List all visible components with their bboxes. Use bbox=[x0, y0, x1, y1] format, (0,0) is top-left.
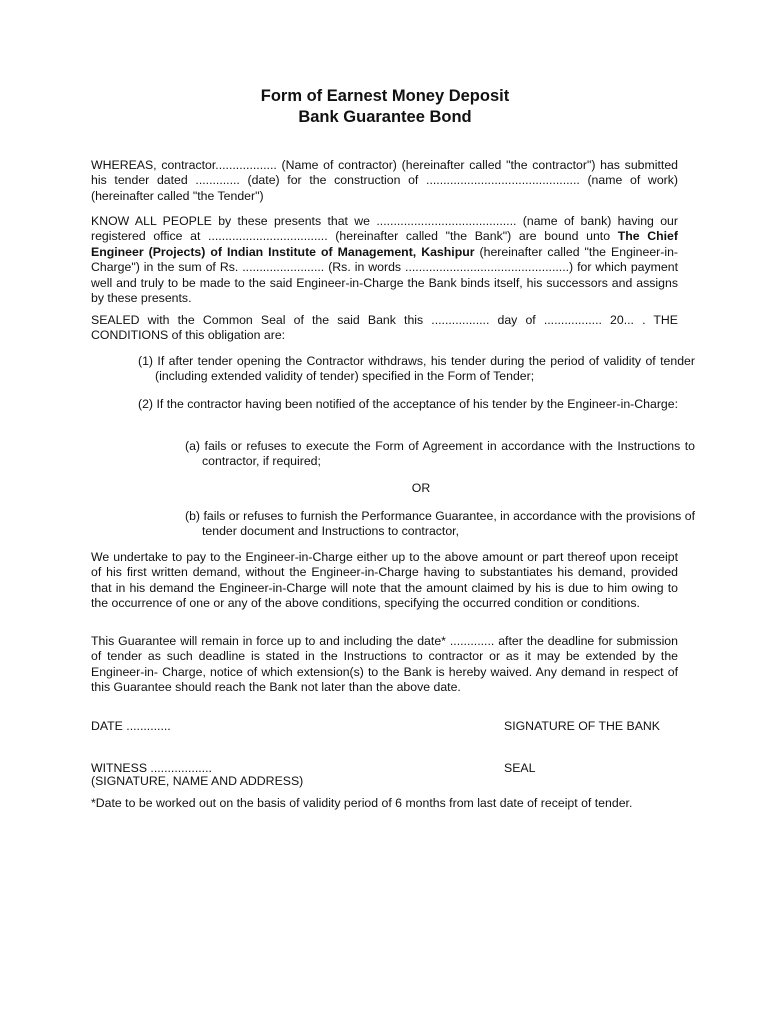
know-all-text-2: (hereinafter called "the Engineer-in-Charge") in the sum of Rs. ........................ (Rs. in words ................................................) for which payment well and truly to be made to the said Engineer-in-Charge the Bank binds itself, his successors and assigns by these presents. bbox=[91, 244, 679, 306]
date-field: DATE ............. bbox=[91, 719, 171, 733]
title-line-2: Bank Guarantee Bond bbox=[298, 108, 472, 126]
witness-subtitle: (SIGNATURE, NAME AND ADDRESS) bbox=[91, 774, 304, 788]
title-line-1: Form of Earnest Money Deposit bbox=[260, 87, 510, 105]
know-all-bold: The Chief Engineer (Projects) of Indian Institute of Management, Kashipur bbox=[91, 229, 678, 259]
know-all-text-1: KNOW ALL PEOPLE by these presents that we ......................................... (name of bank) having our registered office at ................................... (hereinafter called "the Bank") are bound unto bbox=[91, 214, 678, 244]
condition-1: (1) If after tender opening the Contractor withdraws, his tender during the period of validity of tender (including extended validity of tender) specified in the Form of Tender; bbox=[138, 354, 695, 384]
whereas-paragraph: WHEREAS, contractor.................. (Name of contractor) (hereinafter called "the contractor") has submitted his tender dated ............. (date) for the construction of ............................................. (name of work) (hereinafter called "the Tender") bbox=[91, 158, 678, 203]
signature-of-bank: SIGNATURE OF THE BANK bbox=[504, 719, 661, 733]
undertake-paragraph: We undertake to pay to the Engineer-in-Charge either up to the above amount or part thereof upon receipt of his first written demand, without the Engineer-in-Charge having to substantiates his demand, provided that in his demand the Engineer-in-Charge will note that the amount claimed by his is due to him owing to the occurrence of one or any of the above conditions, specifying the occurred condition or conditions. bbox=[91, 550, 678, 611]
know-all-paragraph bbox=[91, 214, 678, 306]
document-title bbox=[0, 86, 770, 128]
condition-2: (2) If the contractor having been notified of the acceptance of his tender by the Engineer-in-Charge: bbox=[138, 397, 679, 411]
or-separator: OR bbox=[411, 481, 431, 495]
sealed-paragraph: SEALED with the Common Seal of the said Bank this ................. day of ................. 20... . THE CONDITIONS of this obligation are: bbox=[91, 313, 678, 343]
witness-field: WITNESS .................. bbox=[91, 761, 212, 775]
guarantee-paragraph: This Guarantee will remain in force up to and including the date* ............. after the deadline for submission of tender as such deadline is stated in the Instructions to contractor or as it may be extended by the Engineer-in- Charge, notice of which extension(s) to the Bank is hereby waived. Any demand in respect of this Guarantee should reach the Bank not later than the above date. bbox=[91, 634, 678, 695]
sub-condition-a: (a) fails or refuses to execute the Form of Agreement in accordance with the Instructions to contractor, if required; bbox=[185, 439, 695, 469]
seal-label: SEAL bbox=[504, 761, 536, 775]
footnote: *Date to be worked out on the basis of validity period of 6 months from last date of receipt of tender. bbox=[91, 796, 633, 810]
sub-condition-b: (b) fails or refuses to furnish the Performance Guarantee, in accordance with the provisions of tender document and Instructions to contractor, bbox=[185, 509, 695, 539]
